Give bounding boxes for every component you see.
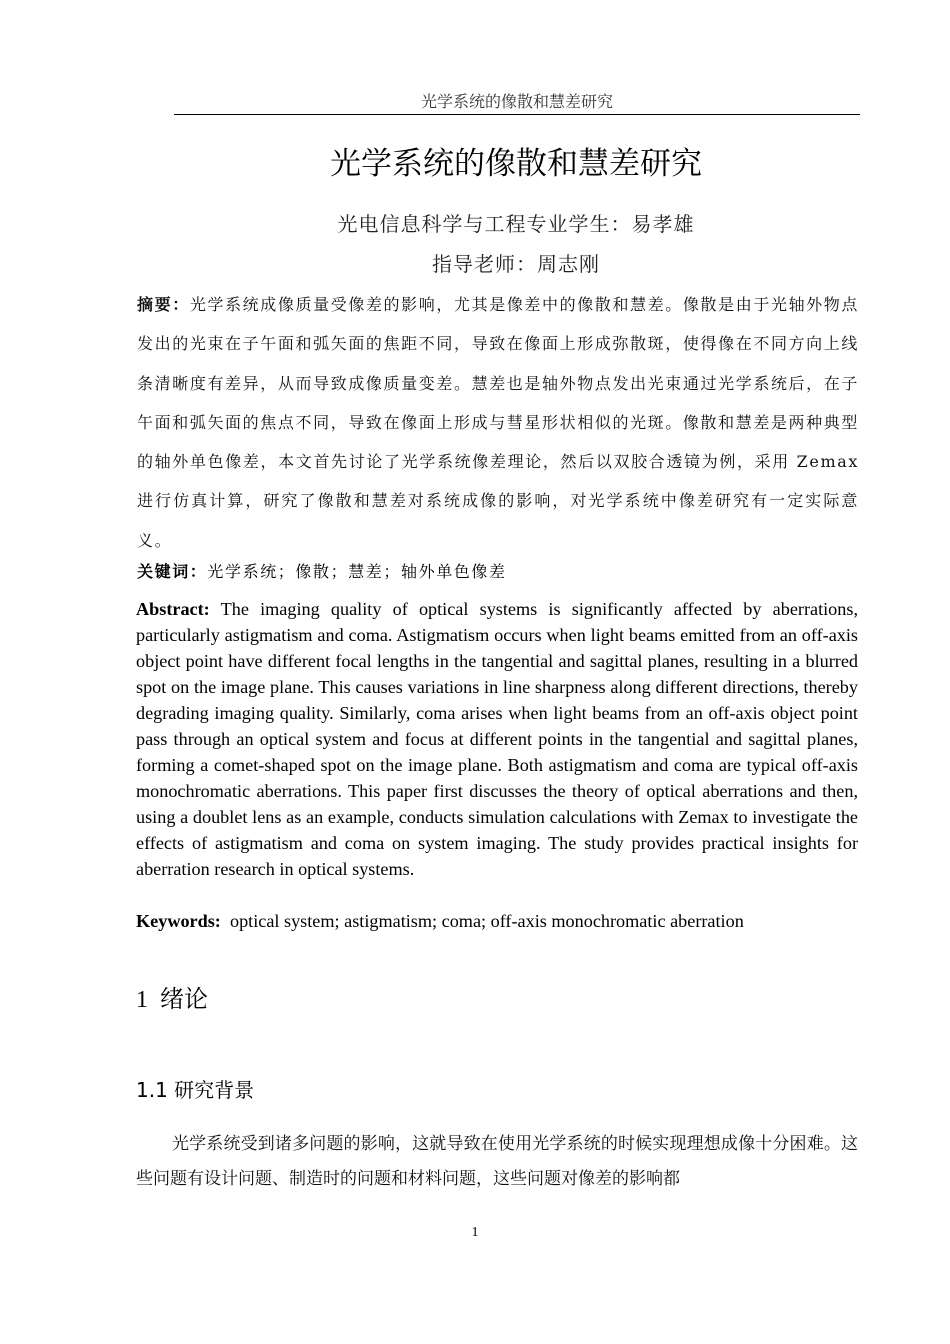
abstract-chinese-text: 光学系统成像质量受像差的影响，尤其是像差中的像散和慧差。像散是由于光轴外物点发出的光束在子午面和弧矢面的焦距不同，导致在像面上形成弥散斑，使得像在不同方向上线条清晰度有差异，从而导致成像质量变差。慧差也是轴外物点发出光束通过光学系统后，在子午面和弧矢面的焦点不同，导致在像面上形成与彗星形状相似的光斑。像散和慧差是两种典型的轴外单色像差，本文首先讨论了光学系统像差理论，然后以双胶合透镜为例，采用 Zemax 进行仿真计算，研究了像散和慧差对系统成像的影响，对光学系统中像差研究有一定实际意义。 [137,295,859,550]
section-heading [136,983,208,1016]
body-paragraph: 光学系统受到诸多问题的影响，这就导致在使用光学系统的时候实现理想成像十分困难。这些问题有设计问题、制造时的问题和材料问题，这些问题对像差的影响都 [136,1134,858,1189]
keywords-chinese [137,558,859,586]
subsection-heading: 1.1 研究背景 [136,1078,255,1102]
keywords-chinese-label: 关键词： [137,562,208,581]
advisor-line: 指导老师：周志刚 [432,252,600,276]
author-line: 光电信息科学与工程专业学生：易孝雄 [337,212,695,236]
abstract-chinese [137,285,859,560]
abstract-english-text: The imaging quality of optical systems is significantly affected by aberrations, particularly astigmatism and coma. Astigmatism occurs when light beams emitted from an off-axis object point have different focal lengths in the tangential and sagittal planes, resulting in a blurred spot on the image plane. This causes variations in line sharpness along different directions, thereby degrading imaging quality. Similarly, coma arises when light beams from an off-axis object point pass through an optical system and focus at different points in the tangential and sagittal planes, forming a comet-shaped spot on the image plane. Both astigmatism and coma are typical off-axis monochromatic aberrations. This paper first discusses the theory of optical aberrations and then, using a doublet lens as an example, conducts simulation calculations with Zemax to investigate the effects of astigmatism and coma on system imaging. The study provides practical insights for aberration research in optical systems. [136,599,858,879]
abstract-english-label: Abstract: [136,599,210,619]
keywords-english-text: optical system; astigmatism; coma; off-axis monochromatic aberration [229,911,744,931]
running-header: 光学系统的像散和慧差研究 [174,92,860,115]
abstract-english [136,596,858,882]
keywords-english [136,908,858,934]
section-title: 绪论 [160,985,208,1013]
page-number: 1 [471,1225,479,1240]
keywords-english-label: Keywords: [136,911,221,931]
keywords-chinese-text: 光学系统；像散；慧差；轴外单色像差 [207,562,507,581]
section-number: 1 [136,987,148,1013]
abstract-chinese-label: 摘要： [137,295,190,314]
paper-title: 光学系统的像散和慧差研究 [330,146,702,182]
